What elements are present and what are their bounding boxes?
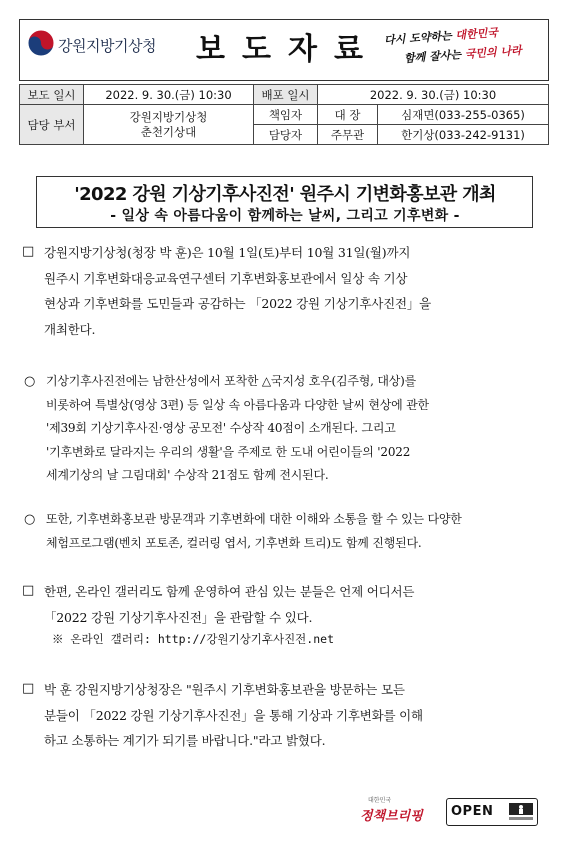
press-release-title: 보도자료: [196, 32, 380, 67]
staff-title: 주무관: [318, 125, 378, 145]
paragraph-4-line: 한편, 온라인 갤러리도 함께 운영하여 관심 있는 분들은 언제 어디서든: [44, 584, 415, 599]
paragraph-2-line: 기상기후사진전에는 남한산성에서 포착한 △국지성 호우(김주형, 대상)를: [46, 374, 417, 388]
manager-title: 대 장: [318, 105, 378, 125]
headline-title: '2022 강원 기상기후사진전' 원주시 기변화홍보관 개최: [74, 184, 496, 205]
slogan-line-1: 다시 도약하는 대한민국: [383, 26, 499, 47]
org-name: 강원지방기상청: [58, 37, 156, 55]
dept-label: 담당 부서: [20, 105, 84, 145]
manager-contact: 심재면(033-255-0365): [378, 105, 549, 125]
manager-label: 책임자: [254, 105, 318, 125]
online-gallery-note: ※ 온라인 갤러리: http://강원기상기후사진전.net: [52, 632, 334, 646]
paragraph-5-line: 박 훈 강원지방기상청장은 "원주시 기후변화홍보관을 방문하는 모든: [44, 682, 405, 697]
open-license-icon: [509, 803, 533, 821]
staff-contact: 한기상(033-242-9131): [378, 125, 549, 145]
square-bullet: □: [22, 681, 35, 696]
paragraph-2: [46, 370, 549, 488]
dept-value: [84, 105, 254, 145]
square-bullet: □: [22, 583, 35, 598]
distribute-value: 2022. 9. 30.(금) 10:30: [318, 85, 549, 105]
headline-subtitle: - 일상 속 아름다움이 함께하는 날씨, 그리고 기후변화 -: [110, 208, 460, 224]
paragraph-2-line: 세계기상의 날 그림대회' 수상작 21점도 함께 전시된다.: [46, 468, 329, 482]
circle-bullet: ○: [24, 512, 36, 527]
dept-line-2: 춘천기상대: [140, 124, 197, 139]
paragraph-4: [44, 579, 549, 630]
dept-line-1: 강원지방기상청: [129, 109, 208, 124]
paragraph-2-line: '제39회 기상기후사진·영상 공모전' 수상작 40점이 소개된다. 그리고: [46, 421, 396, 435]
paragraph-2-line: '기후변화로 달라지는 우리의 생활'을 주제로 한 도내 어린이들의 '2022: [46, 444, 411, 459]
manager-row: [20, 105, 549, 125]
circle-bullet: ○: [24, 374, 36, 389]
paragraph-5-line: 하고 소통하는 계기가 되기를 바랍니다."라고 밝혔다.: [44, 733, 326, 748]
paragraph-1-line: 현상과 기후변화를 도민들과 공감하는 「2022 강원 기상기후사진전」을: [44, 296, 432, 311]
paragraph-4-line: 「2022 강원 기상기후사진전」을 관람할 수 있다.: [44, 609, 313, 625]
staff-label: 담당자: [254, 125, 318, 145]
paragraph-1-line: 강원지방기상청(청장 박 훈)은 10월 1일(토)부터 10월 31일(월)까지: [44, 245, 411, 260]
briefing-small-label: 대한민국: [368, 797, 392, 804]
policy-briefing-logo: 정책브리핑: [360, 809, 423, 824]
paragraph-1: [44, 240, 549, 342]
paragraph-5-line: 분들이 「2022 강원 기상기후사진전」을 통해 기상과 기후변화를 이해: [44, 707, 423, 723]
open-license-badge: [446, 798, 538, 826]
slogan-line-2: 함께 잘사는 국민의 나라: [403, 43, 523, 66]
paragraph-1-line: 원주시 기후변화대응교육연구센터 기후변화홍보관에서 일상 속 기상: [44, 270, 408, 286]
square-bullet: □: [22, 244, 35, 259]
distribute-label: 배포 일시: [254, 85, 318, 105]
paragraph-3-line: 체험프로그램(벤치 포토존, 컬러링 엽서, 기후변화 트리)도 함께 진행된다.: [46, 535, 422, 550]
paragraph-1-line: 개최한다.: [44, 321, 96, 337]
release-value: 2022. 9. 30.(금) 10:30: [84, 85, 254, 105]
paragraph-3-line: 또한, 기후변화홍보관 방문객과 기후변화에 대한 이해와 소통을 할 수 있는 다양한: [46, 512, 462, 526]
release-row: [20, 85, 549, 105]
release-label: 보도 일시: [20, 85, 84, 105]
release-info-table: [19, 84, 549, 145]
paragraph-2-line: 비롯하여 특별상(영상 3편) 등 일상 속 아름다움과 다양한 날씨 현상에 관한: [46, 397, 429, 412]
paragraph-5: [44, 677, 549, 754]
paragraph-3: [46, 508, 549, 555]
open-license-label: OPEN: [451, 804, 494, 819]
taegeuk-logo-icon: [26, 28, 56, 58]
